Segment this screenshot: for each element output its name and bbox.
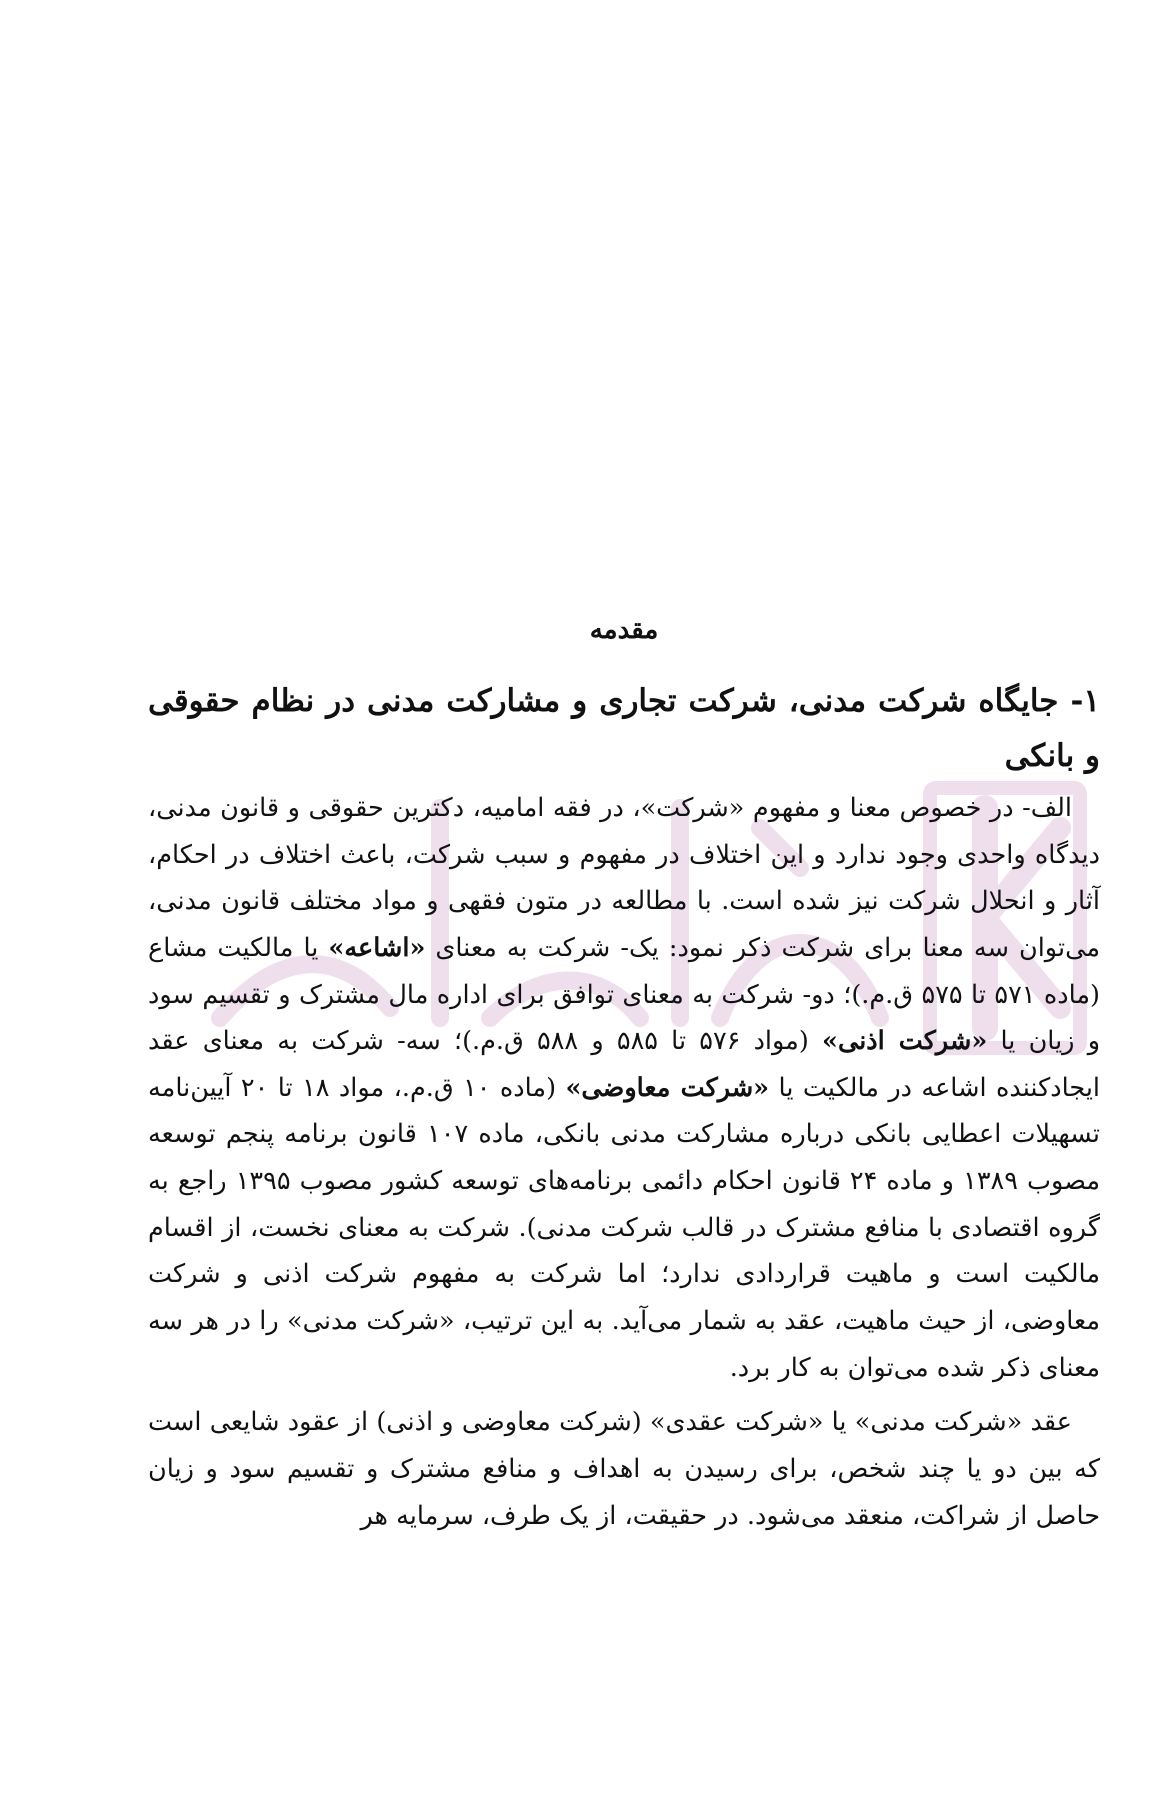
p1-seg-4: (مواد ۵۷۶ تا ۵۸۵ و ۵۸۸ ق.م.)؛ سه- شرکت به معنای عقد ایجادکننده اشاعه در مالکیت یا xyxy=(148,1026,1101,1103)
p1-seg-0: الف- در خصوص معنا و مفهوم «شرکت»، در فقه امامیه، دکترین حقوقی و قانون مدنی، دیدگاه واحدی وجود ندارد و این اختلاف در مفهوم و سبب شرکت، باعث اختلاف در احکام، آثار و انحلال شرکت نیز شده است. با مطالعه در متون فقهی و مواد مختلف قانون مدنی، می‌توان سه معنا برای شرکت ذکر نمود: یک- شرکت به معنای xyxy=(148,792,1100,963)
page-content xyxy=(148,612,1100,1539)
p1-term-sherkat-ezni: «شرکت اذنی» xyxy=(822,1026,988,1057)
section-heading: ۱- جایگاه شرکت مدنی، شرکت تجاری و مشارکت مدنی در نظام حقوقی و بانکی xyxy=(148,683,1100,774)
p1-seg-6: (ماده ۱۰ ق.م.، مواد ۱۸ تا ۲۰ آیین‌نامه تسهیلات اعطایی بانکی درباره مشارکت مدنی بانکی، ماده ۱۰۷ قانون برنامه پنجم توسعه مصوب ۱۳۸۹ و ماده ۲۴ قانون احکام دائمی برنامه‌های توسعه کشور مصوب ۱۳۹۵ راجع به گروه اقتصادی با منافع مشترک در قالب شرکت مدنی). شرکت به معنای نخست، از اقسام مالکیت است و ماهیت قراردادی ندارد؛ اما شرکت به مفهوم شرکت اذنی و شرکت معاوضی، از حیث ماهیت، عقد به شمار می‌آید. به این ترتیب، «شرکت مدنی» را در هر سه معنای ذکر شده می‌توان به کار برد. xyxy=(148,1072,1101,1383)
p1-seg-2: یا مالکیت مشاع (ماده ۵۷۱ تا ۵۷۵ ق.م.)؛ دو- شرکت به معنای توافق برای اداره مال مشترک و تقسیم سود و زیان یا xyxy=(148,932,1101,1057)
p1-term-sherkat-moavezi: «شرکت معاوضی» xyxy=(565,1072,770,1103)
paragraph-2: عقد «شرکت مدنی» یا «شرکت عقدی» (شرکت معاوضی و اذنی) از عقود شایعی است که بین دو یا چند شخص، برای رسیدن به اهداف و منافع مشترک و تقسیم سود و زیان حاصل از شراکت، منعقد می‌شود. در حقیقت، از یک طرف، سرمایه هر xyxy=(148,1407,1100,1531)
p1-term-eshaeh: «اشاعه» xyxy=(328,932,426,963)
intro-title: مقدمه xyxy=(589,615,659,645)
paragraph-1 xyxy=(148,785,1100,1392)
